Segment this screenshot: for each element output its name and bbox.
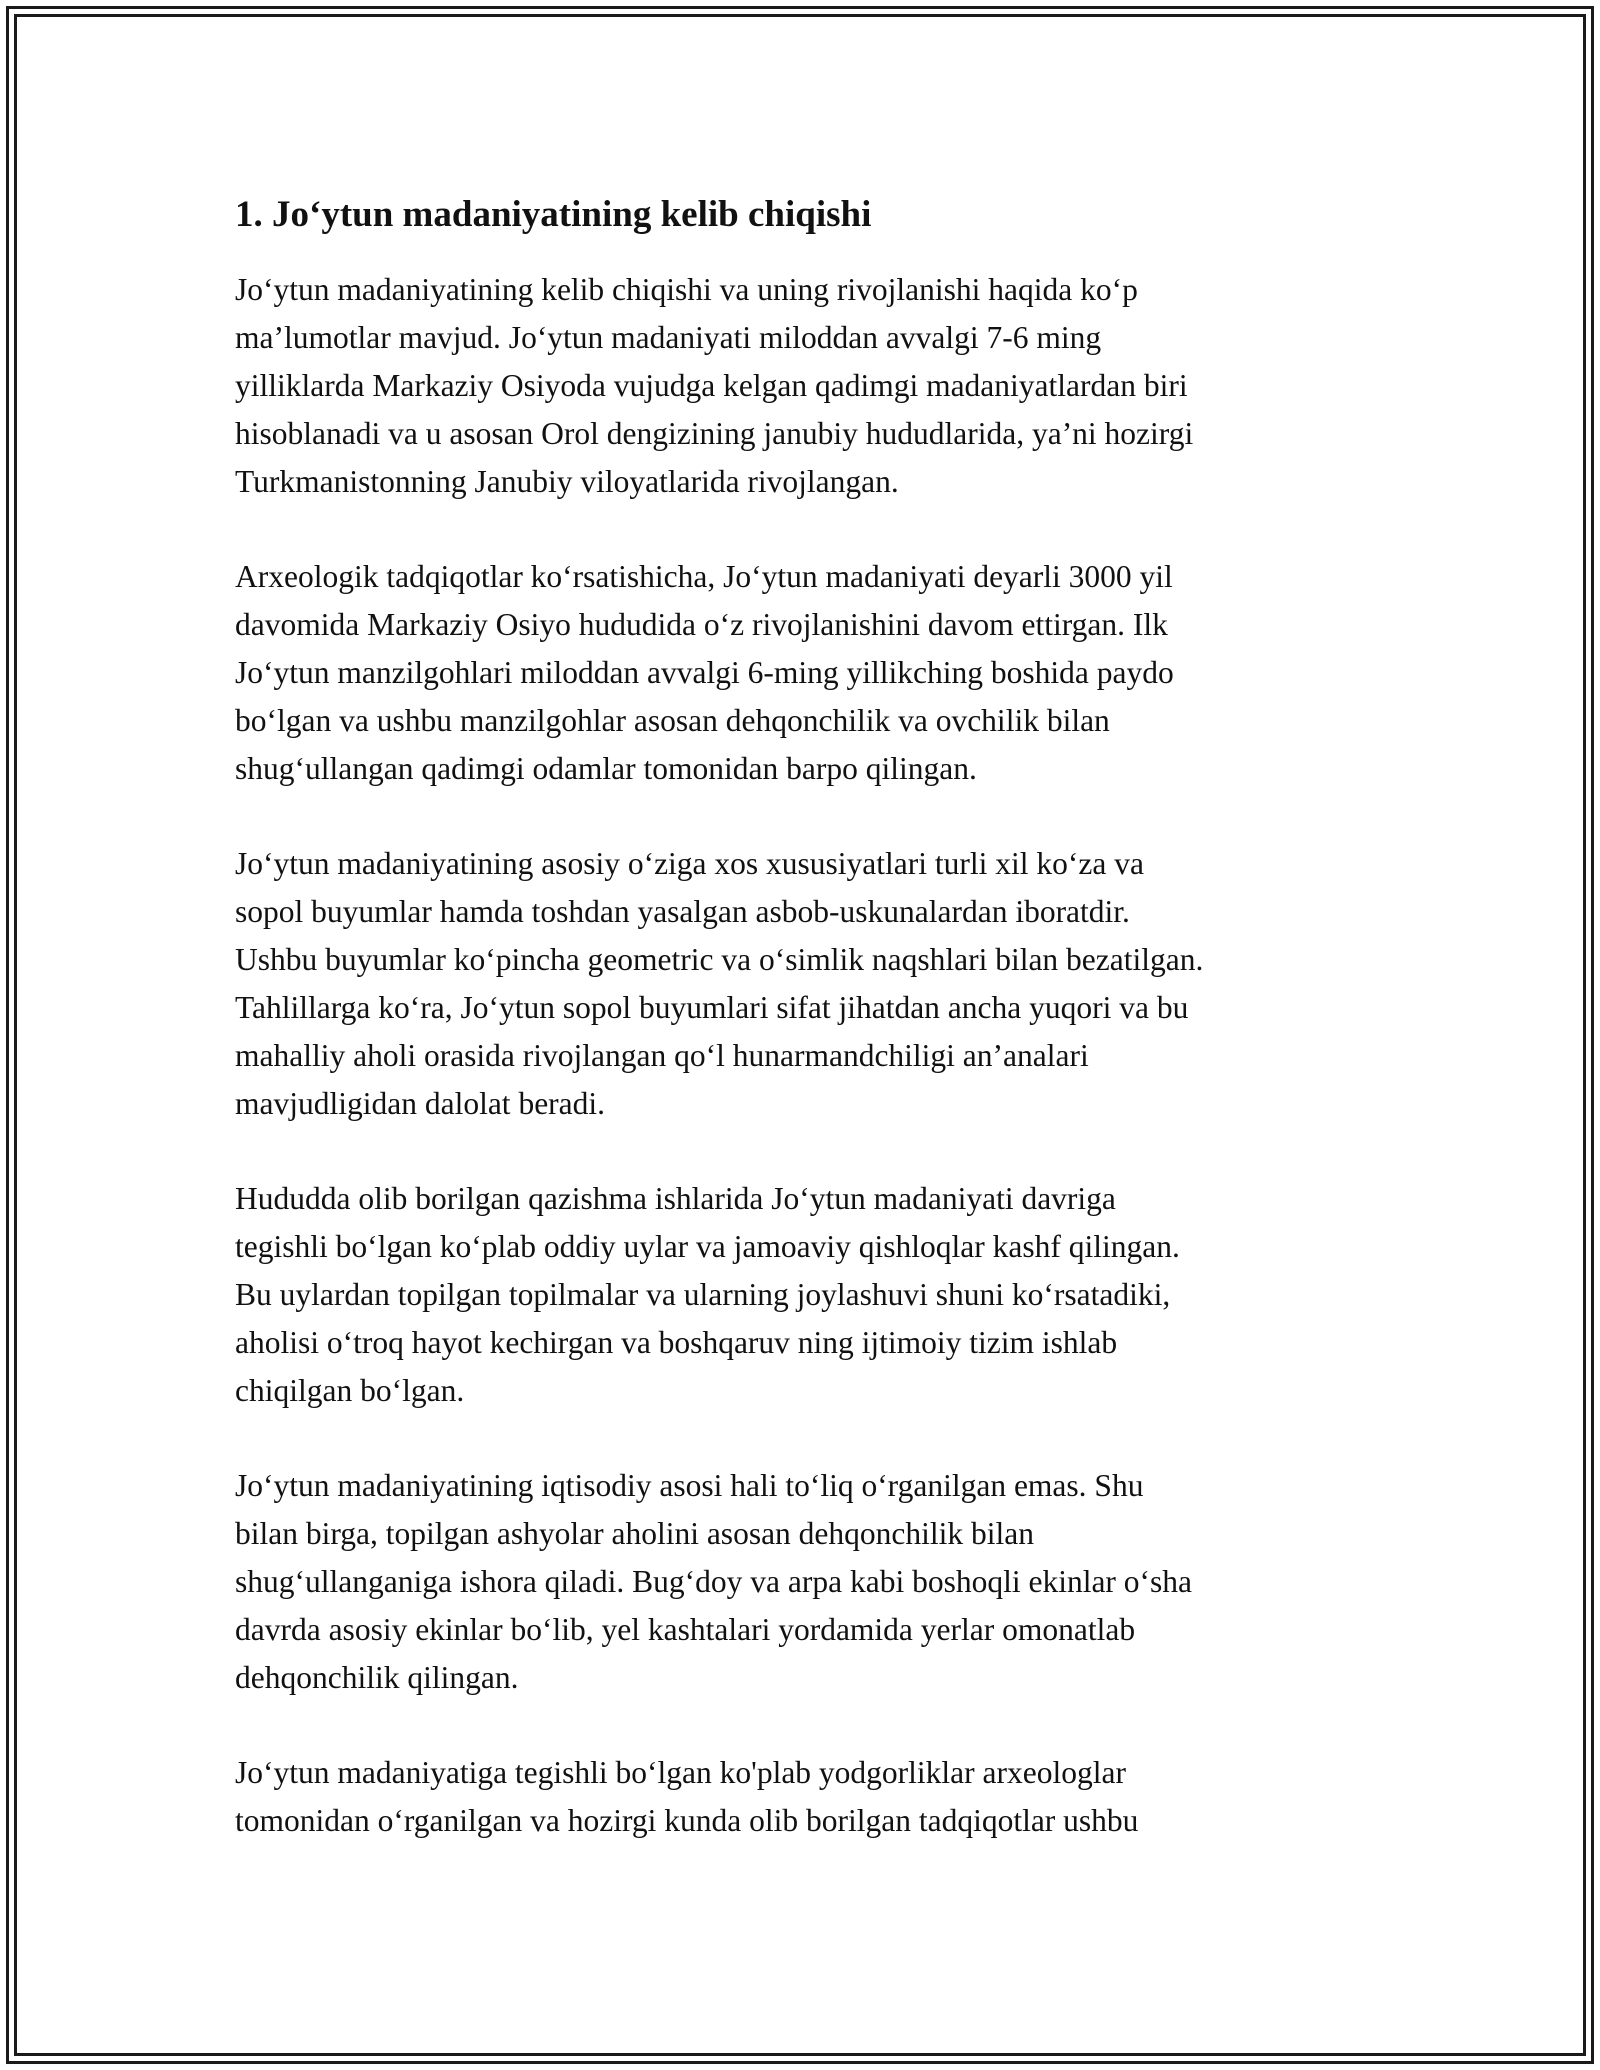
paragraph-4: Hududda olib borilgan qazishma ishlarida Jo‘ytun madaniyati davriga tegishli bo‘lgan ko‘plab oddiy uylar va jamoaviy qishloqlar kashf qilingan. Bu uylardan topilgan topilmalar va ularning joylashuvi shuni ko‘rsatadiki, aholisi o‘troq hayot kechirgan va boshqaruv ning ijtimoiy tizim ishlab chiqilgan bo‘lgan. bbox=[235, 1181, 1180, 1408]
paragraph-5: Jo‘ytun madaniyatining iqtisodiy asosi hali to‘liq o‘rganilgan emas. Shu bilan birga, topilgan ashyolar aholini asosan dehqonchilik bilan shug‘ullanganiga ishora qiladi. Bug‘doy va arpa kabi boshoqli ekinlar o‘sha davrda asosiy ekinlar bo‘lib, yel kashtalari yordamida yerlar omonatlab dehqonchilik qilingan. bbox=[235, 1468, 1193, 1695]
paragraph-3: Jo‘ytun madaniyatining asosiy o‘ziga xos xususiyatlari turli xil ko‘za va sopol buyumlar hamda toshdan yasalgan asbob-uskunalardan iboratdir. Ushbu buyumlar ko‘pincha geometric va o‘simlik naqshlari bilan bezatilgan. Tahlillarga ko‘ra, Jo‘ytun sopol buyumlari sifat jihatdan ancha yuqori va bu mahalliy aholi orasida rivojlangan qo‘l hunarmandchiligi an’analari mavjudligidan dalolat beradi. bbox=[235, 846, 1204, 1121]
paragraph-1: Jo‘ytun madaniyatining kelib chiqishi va uning rivojlanishi haqida ko‘p ma’lumotlar mavjud. Jo‘ytun madaniyati miloddan avvalgi 7-6 ming yilliklarda Markaziy Osiyoda vujudga kelgan qadimgi madaniyatlardan biri hisoblanadi va u asosan Orol dengizining janubiy hududlarida, ya’ni hozirgi Turkmanistonning Janubiy viloyatlarida rivojlangan. bbox=[235, 272, 1194, 499]
paragraph-2: Arxeologik tadqiqotlar ko‘rsatishicha, Jo‘ytun madaniyati deyarli 3000 yil davomida Markaziy Osiyo hududida o‘z rivojlanishini davom ettirgan. Ilk Jo‘ytun manzilgohlari miloddan avvalgi 6-ming yillikching boshida paydo bo‘lgan va ushbu manzilgohlar asosan dehqonchilik va ovchilik bilan shug‘ullangan qadimgi odamlar tomonidan barpo qilingan. bbox=[235, 559, 1174, 786]
document-body bbox=[235, 186, 1375, 1892]
section-heading: 1. Jo‘ytun madaniyatining kelib chiqishi bbox=[235, 194, 872, 235]
paragraph-6: Jo‘ytun madaniyatiga tegishli bo‘lgan ko'plab yodgorliklar arxeologlar tomonidan o‘rganilgan va hozirgi kunda olib borilgan tadqiqotlar ushbu bbox=[235, 1755, 1139, 1838]
